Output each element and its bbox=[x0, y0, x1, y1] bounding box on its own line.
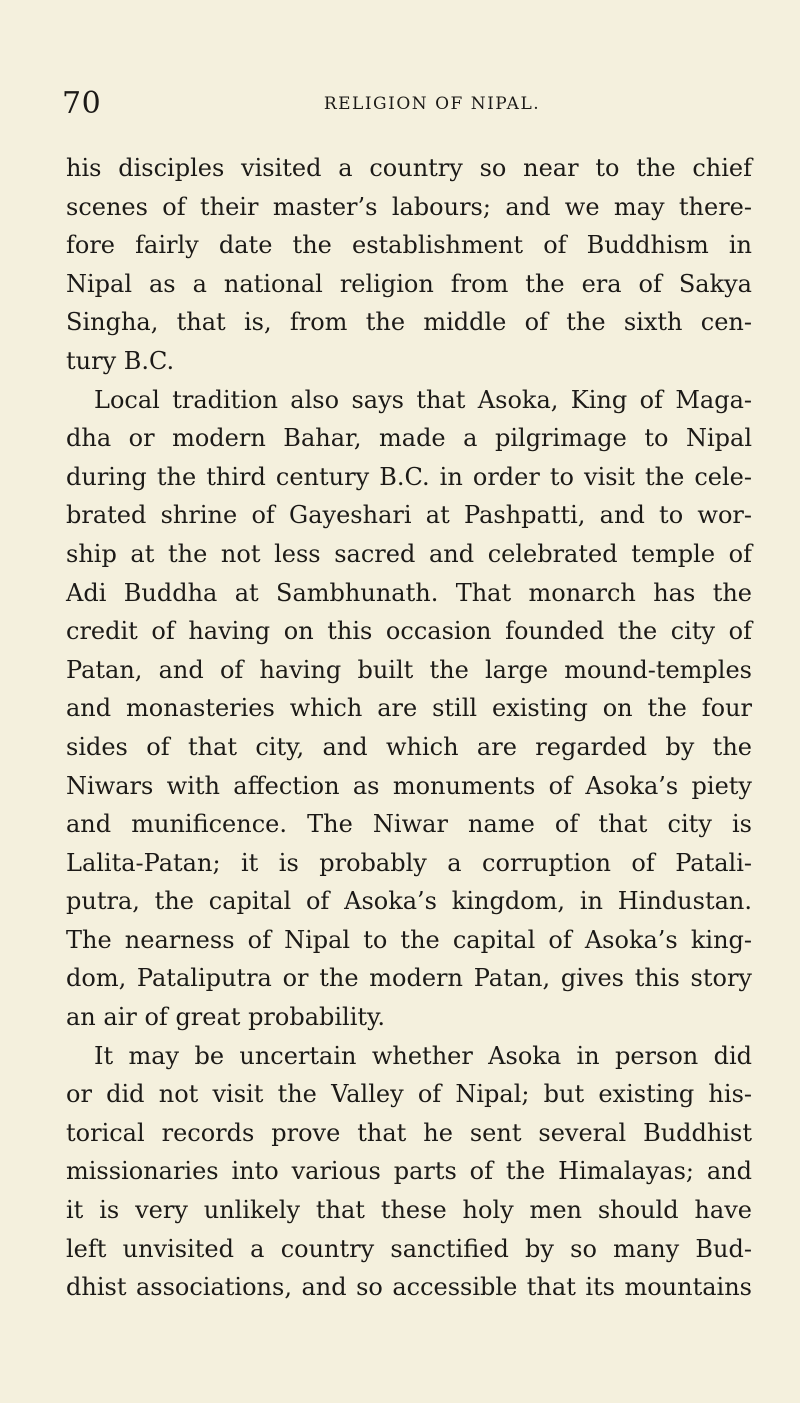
body-text bbox=[66, 149, 752, 1307]
text-line: putra, the capital of Asoka’s kingdom, in Hindustan. bbox=[66, 887, 752, 916]
text-line: It may be uncertain whether Asoka in person did bbox=[94, 1041, 752, 1070]
text-line: torical records prove that he sent several Buddhist bbox=[66, 1118, 752, 1147]
text-line: and monasteries which are still existing on the four bbox=[66, 694, 752, 723]
text-line: Nipal as a national religion from the era of Sakya bbox=[66, 269, 752, 298]
text-line: and munificence. The Niwar name of that city is bbox=[66, 810, 752, 839]
text-line: scenes of their master’s labours; and we may there- bbox=[66, 192, 752, 221]
text-line: his disciples visited a country so near to the chief bbox=[66, 154, 752, 182]
text-line: dha or modern Bahar, made a pilgrimage to Nipal bbox=[66, 424, 752, 453]
page-number: 70 bbox=[62, 86, 102, 121]
text-line: credit of having on this occasion founded the city of bbox=[66, 617, 752, 646]
text-line: it is very unlikely that these holy men should have bbox=[66, 1196, 752, 1225]
text-line: dom, Pataliputra or the modern Patan, gives this story bbox=[66, 964, 752, 993]
text-line: left unvisited a country sanctified by so many Bud- bbox=[66, 1234, 752, 1263]
text-line: Local tradition also says that Asoka, King of Maga- bbox=[94, 385, 752, 414]
text-line: Adi Buddha at Sambhunath. That monarch has the bbox=[66, 578, 752, 607]
text-line: Singha, that is, from the middle of the sixth cen- bbox=[66, 308, 752, 337]
text-line: fore fairly date the establishment of Buddhism in bbox=[66, 231, 752, 260]
text-line: during the third century B.C. in order to visit the cele- bbox=[66, 462, 752, 491]
running-head: RELIGION OF NIPAL. bbox=[323, 94, 541, 114]
text-line: The nearness of Nipal to the capital of Asoka’s king- bbox=[66, 925, 752, 954]
text-line: Niwars with affection as monuments of Asoka’s piety bbox=[66, 771, 752, 800]
text-line: missionaries into various parts of the Himalayas; and bbox=[66, 1157, 752, 1186]
text-line: Patan, and of having built the large mound-temples bbox=[66, 655, 752, 684]
page-header bbox=[62, 86, 762, 126]
text-line: Lalita-Patan; it is probably a corruption of Patali- bbox=[66, 848, 752, 877]
text-line: or did not visit the Valley of Nipal; but existing his- bbox=[66, 1080, 752, 1109]
text-line: ship at the not less sacred and celebrated temple of bbox=[66, 539, 752, 568]
text-line: brated shrine of Gayeshari at Pashpatti, and to wor- bbox=[66, 501, 752, 530]
text-line: tury B.C. bbox=[66, 346, 175, 375]
text-line: an air of great probability. bbox=[66, 1003, 386, 1032]
text-line: dhist associations, and so accessible that its mountains bbox=[66, 1273, 752, 1302]
text-line: sides of that city, and which are regarded by the bbox=[66, 732, 752, 761]
